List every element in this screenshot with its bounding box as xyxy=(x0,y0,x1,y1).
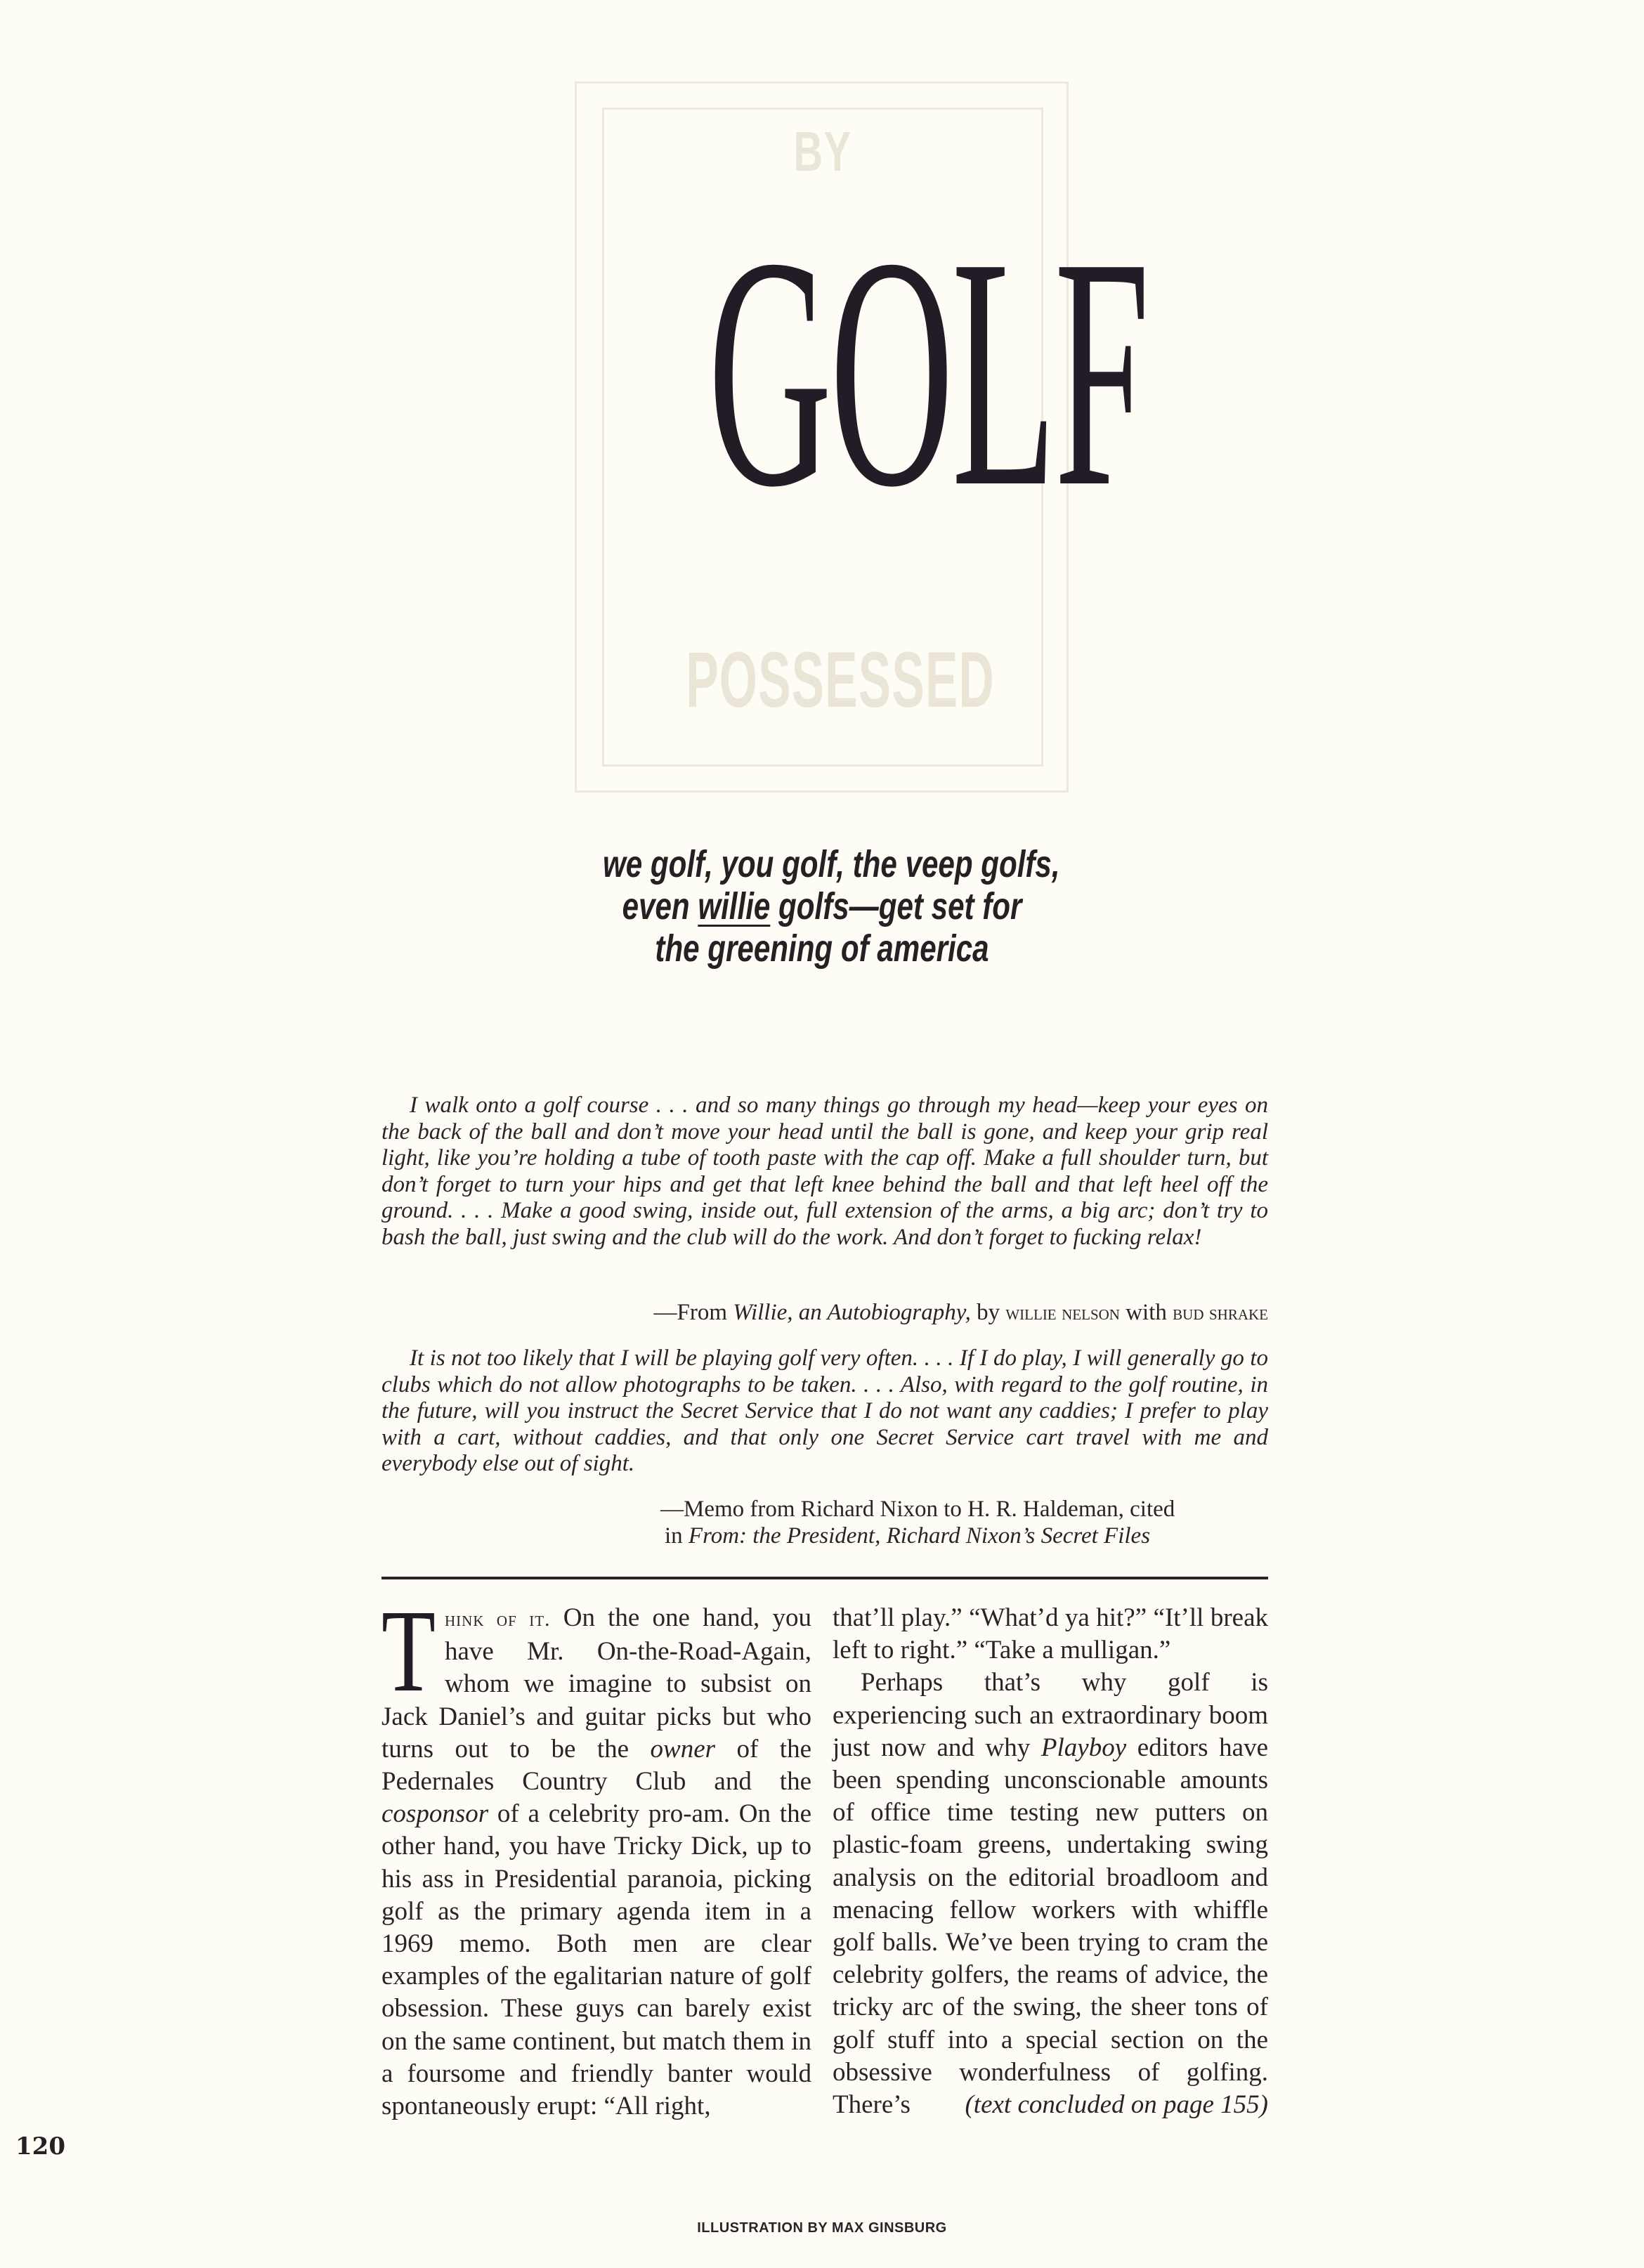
lead-in: hink of it. xyxy=(445,1608,551,1631)
attribution-prefix: —From xyxy=(653,1300,733,1325)
illustration-credit: ILLUSTRATION BY MAX GINSBURG xyxy=(697,2220,947,2236)
body-paragraph: that’ll play.” “What’d ya hit?” “It’ll break left to right.” “Take a mulligan.” xyxy=(833,1603,1268,1665)
body-text: On the one hand, you have Mr. On-the-Road-Again, whom we imagine to subsist on Jack Daniel’s and guitar picks but who turns out to be the xyxy=(381,1603,811,1764)
epigraph-nelson xyxy=(381,1093,1268,1251)
epigraph-attribution xyxy=(660,1497,1222,1549)
deck-line-2 xyxy=(603,885,1041,927)
body-text: editors have been spending unconscionable amounts of office time testing new putters on plastic-foam greens, undertaking swing analysis on the editorial broadloom and menacing fellow workers with whiffle golf balls. We’ve been trying to cram the celebrity golfers, the reams of advice, the tricky arc of the swing, the sheer tons of golf stuff into a special section on the obsessive wonderfulness of golfing. There’s xyxy=(833,1733,1268,2120)
attribution-by: by xyxy=(970,1300,1006,1325)
deck-line-3: the greening of america xyxy=(655,927,989,970)
body-paragraph xyxy=(381,1586,811,2123)
deck-subtitle xyxy=(541,843,1103,970)
page-number: 120 xyxy=(15,2132,65,2161)
body-paragraph xyxy=(833,1667,1268,2121)
attribution-with: with xyxy=(1119,1300,1173,1325)
deck-line-2-pre: even xyxy=(622,885,698,927)
epigraph-quote: It is not too likely that I will be playing golf very often. . . . If I do play, I will generally go to clubs which do not allow photographs to be taken. . . . Also, with regard to the golf routine, in the future, will you instruct the Secret Service that I do not want any caddies; I prefer to play with a cart, without caddies, and that only one Secret Service cart travel with me and everybody else out of sight. xyxy=(381,1345,1268,1476)
attribution-line-1: —Memo from Richard Nixon to H. R. Haldeman, cited xyxy=(660,1497,1175,1522)
body-text: Perhaps that’s why golf is experiencing such an extraordinary boom just now and why xyxy=(833,1668,1268,1762)
epigraph-attribution xyxy=(381,1300,1268,1327)
deck-underlined-word: willie xyxy=(698,885,771,927)
epigraph-nixon xyxy=(381,1345,1268,1478)
attribution-coauthor: bud shrake xyxy=(1173,1301,1268,1324)
body-text: of the Pedernales Country Club and the xyxy=(381,1734,811,1797)
attribution-line-2 xyxy=(660,1523,1222,1550)
deck-line-2-post: golfs—get set for xyxy=(770,885,1022,927)
drop-cap: T xyxy=(381,1586,436,1716)
title-kicker-top: BY xyxy=(793,120,852,183)
page-title: GOLF xyxy=(707,189,1148,555)
title-kicker-bottom: POSSESSED xyxy=(686,636,995,724)
body-text: of a celebrity pro-am. On the other hand, you have Tricky Dick, up to his ass in Presidential paranoia, picking golf as the primary agenda item in a 1969 memo. Both men are clear examples of the egalitarian nature of golf obsession. These guys can barely exist on the same continent, but match them in a foursome and friendly banter would spontaneously erupt: “All right, xyxy=(381,1799,811,2121)
attribution-in: in xyxy=(665,1523,689,1549)
emphasis: owner xyxy=(650,1734,716,1764)
attribution-book-title: From: the President, Richard Nixon’s Secret Files xyxy=(688,1523,1151,1549)
attribution-author: willie nelson xyxy=(1005,1301,1120,1324)
attribution-book-title: Willie, an Autobiography, xyxy=(733,1300,971,1325)
emphasis: cosponsor xyxy=(381,1799,489,1829)
body-column-1 xyxy=(381,1586,811,2123)
epigraph-quote: I walk onto a golf course . . . and so many things go through my head—keep your eyes on the back of the ball and don’t move your head until the ball is gone, and keep your grip real light, like you’re holding a tube of tooth paste with the cap off. Make a full shoulder turn, but don’t forget to turn your hips and get that left knee behind the ball and that left heel off the ground. . . . Make a good swing, inside out, full extension of the arms, a big arc; don’t try to bash the ball, just swing and the club will do the work. And don’t forget to fucking relax! xyxy=(381,1093,1268,1250)
body-column-2 xyxy=(833,1602,1268,2121)
magazine-name: Playboy xyxy=(1040,1733,1127,1762)
section-divider xyxy=(381,1577,1268,1579)
continued-jump-line: (text concluded on page 155) xyxy=(965,2090,1268,2120)
deck-line-1: we golf, you golf, the veep golfs, xyxy=(603,843,1060,885)
